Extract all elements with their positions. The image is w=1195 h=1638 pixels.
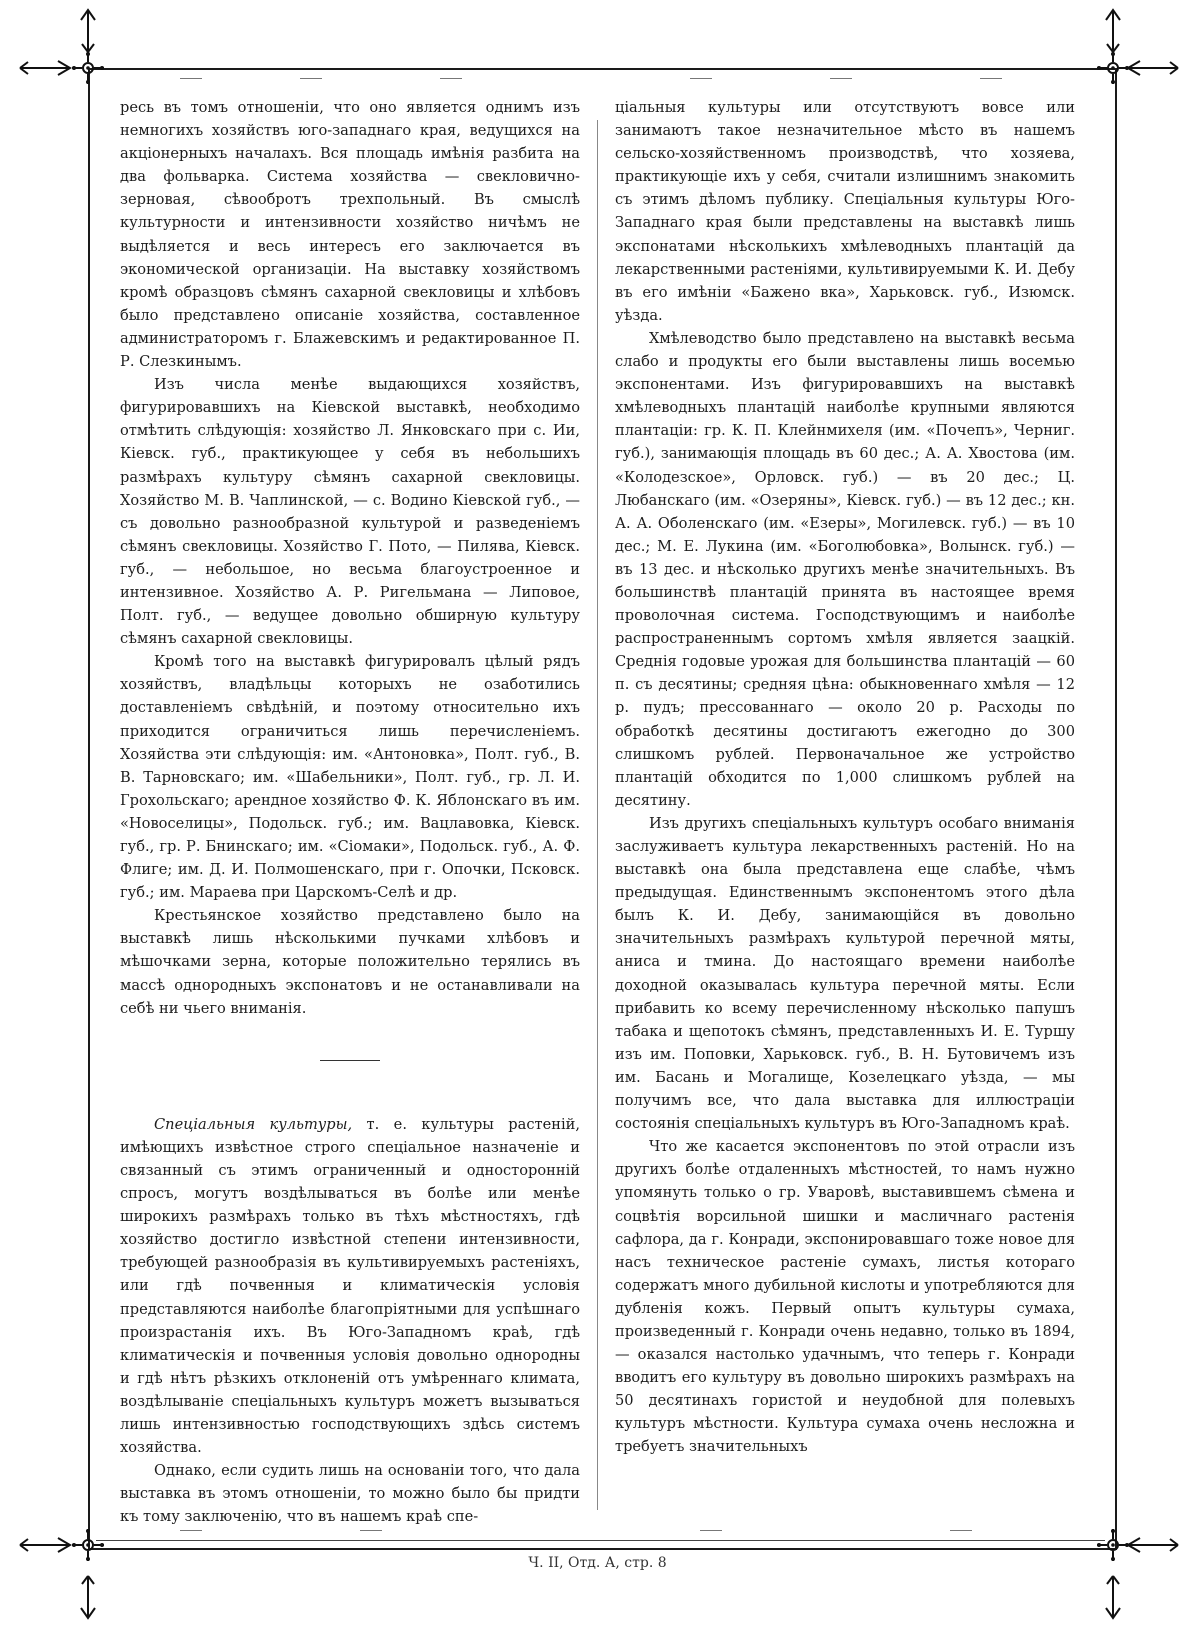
margin-tick (180, 1530, 202, 1531)
left-column (120, 96, 580, 1528)
paragraph: Изъ другихъ спеціальныхъ культуръ особаго вниманія заслуживаетъ культура лекарственныхъ растеній. Но на выставкѣ она была представлена еще слабѣе, чѣмъ предыдущая. Единственнымъ экспонентомъ этого дѣла былъ К. И. Дебу, занимающійся въ довольно значительныхъ размѣрахъ культурой перечной мяты, аниса и тмина. До настоящаго времени наиболѣе доходной оказывалась культура перечной мяты. Если прибавить ко всему перечисленному нѣсколько папушъ табака и щепотокъ сѣмянъ, представленныхъ И. Е. Туршу изъ им. Поповки, Харьковск. губ., В. Н. Бутовичемъ изъ им. Басань и Могалище, Козелецкаго уѣзда, — мы получимъ все, что дала выставка для иллюстраціи состоянія спеціальныхъ культуръ въ Юго-Западномъ краѣ. (615, 814, 1075, 1133)
margin-tick (300, 78, 322, 79)
margin-tick (440, 78, 462, 79)
margin-tick (180, 78, 202, 79)
arrow-flourish-icon (18, 1535, 78, 1555)
paragraph: Изъ числа менѣе выдающихся хозяйствъ, фигурировавшихъ на Кіевской выставкѣ, необходимо отмѣтить слѣдующія: хозяйство Л. Янковскаго при с. Ии, Кіевск. губ., практикующее у себя въ небольшихъ размѣрахъ культуру сѣмянъ сахарной свекловицы. Хозяйство М. В. Чаплинской, — с. Водино Кіевской губ., — съ довольно разнообразной культурой и разведеніемъ сѣмянъ свекловицы. Хозяйство Г. Пото, — Пилява, Кіевск. губ., — небольшое, но весьма благоустроенное и интензивное. Хозяйство А. Р. Ригельмана — Липовое, Полт. губ., — ведущее довольно обширную культуру сѣмянъ сахарной свекловицы. (120, 376, 580, 648)
paragraph: ціальныя культуры или отсутствуютъ вовсе или занимаютъ такое незначительное мѣсто въ нашемъ сельско-хозяйственномъ производствѣ, что хозяева, практикующіе ихъ у себя, считали излишнимъ знакомить съ этимъ дѣломъ публику. Спеціальныя культуры Юго-Западнаго края были представлены на выставкѣ лишь экспонатами нѣсколькихъ хмѣлеводныхъ плантацій да лекарственными растеніями, культивируемыми К. И. Дебу въ его имѣніи «Бажено вка», Харьковск. губ., Изюмск. уѣзда. (615, 99, 1075, 324)
paragraph: Хмѣлеводство было представлено на выставкѣ весьма слабо и продукты его были выставлены лишь восемью экспонентами. Изъ фигурировавшихъ на выставкѣ хмѣлеводныхъ плантацій наиболѣе крупными являются плантаціи: гр. К. П. Клейнмихеля (им. «Почепъ», Черниг. губ.), занимающія площадь въ 60 дес.; А. А. Хвостова (им. «Колодезское», Орловск. губ.) — въ 20 дес.; Ц. Любанскаго (им. «Озеряны», Кіевск. губ.) — въ 12 дес.; кн. А. А. Оболенскаго (им. «Езеры», Могилевск. губ.) — въ 10 дес.; М. Е. Лукина (им. «Боголюбовка», Волынск. губ.) — въ 13 дес. и нѣсколько другихъ менѣе значительныхъ. Въ большинствѣ плантацій принята въ настоящее время проволочная система. Господствующимъ и наиболѣе распространеннымъ сортомъ хмѣля является заацкій. Среднія годовые урожая для большинства плантацій — 60 п. съ десятины; средняя цѣна: обыкновеннаго хмѣля — 12 р. пудъ; прессованнаго — около 20 р. Расходы по обработкѣ десятины достигаютъ ежегодно до 300 слишкомъ рублей. Первоначальное же устройство плантацій обходится по 1,000 слишкомъ рублей на десятину. (615, 329, 1075, 809)
arrow-flourish-icon (78, 1570, 98, 1620)
arrow-flourish-icon (78, 8, 98, 58)
paragraph: Крестьянское хозяйство представлено было на выставкѣ лишь нѣсколькими пучками хлѣбовъ и мѣшочками зерна, которые положительно терялись въ массѣ однородныхъ экспонатовъ и не останавливали на себѣ ни чьего вниманія. (120, 907, 580, 1017)
paragraph: ресь въ томъ отношеніи, что оно является однимъ изъ немногихъ хозяйствъ юго-западнаго края, ведущихся на акціонерныхъ началахъ. Вся площадь имѣнія разбита на два фольварка. Система хозяйства — свекловично-зерновая, сѣвообротъ трехпольный. Въ смыслѣ культурности и интензивности хозяйство ничѣмъ не выдѣляется и весь интересъ его заключается въ экономической организаціи. На выставку хозяйствомъ кромѣ образцовъ сѣмянъ сахарной свекловицы и хлѣбовъ было представлено описаніе хозяйства, составленное администраторомъ г. Блажевскимъ и редактированное П. Р. Слезкинымъ. (120, 99, 580, 371)
paragraph: Кромѣ того на выставкѣ фигурировалъ цѣлый рядъ хозяйствъ, владѣльцы которыхъ не озаботились доставленіемъ свѣдѣній, и поэтому относительно ихъ приходится ограничиться лишь перечисленіемъ. Хозяйства эти слѣдующія: им. «Антоновка», Полт. губ., В. В. Тарновскаго; им. «Шабельники», Полт. губ., гр. Л. И. Грохольскаго; арендное хозяйство Ф. К. Яблонскаго въ им. «Новоселицы», Подольск. губ.; им. Вацлавовка, Кіевск. губ., гр. Р. Бнинскаго; им. «Сіомаки», Подольск. губ., А. Ф. Флиге; им. Д. И. Полмошенскаго, при г. Опочки, Псковск. губ.; им. Мараева при Царскомъ-Селѣ и др. (120, 653, 580, 902)
paragraph-text: т. е. культуры растеній, имѣющихъ извѣстное строго спеціальное назначеніе и связанный съ этимъ ограниченный и односторонній спросъ, могутъ воздѣлываться въ болѣе или менѣе широкихъ размѣрахъ только въ тѣхъ мѣстностяхъ, гдѣ хозяйство достигло извѣстной степени интензивности, требующей разнообразія въ культивируемыхъ растеніяхъ, или гдѣ почвенныя и климатическія условія представляются наиболѣе благопріятными для успѣшнаго произрастанія ихъ. Въ Юго-Западномъ краѣ, гдѣ климатическія и почвенныя условія довольно однородны и гдѣ нѣтъ рѣзкихъ отклоненій отъ умѣреннаго климата, воздѣлываніе спеціальныхъ культуръ можетъ вызываться лишь интензивностью господствующихъ здѣсь системъ хозяйства. (120, 1115, 580, 1457)
paragraph: Однако, если судить лишь на основаніи того, что дала выставка въ этомъ отношеніи, то можно было бы придти къ тому заключенію, что въ нашемъ краѣ спе- (120, 1462, 580, 1526)
margin-tick (700, 1530, 722, 1531)
arrow-flourish-icon (18, 58, 78, 78)
arrow-flourish-icon (1120, 58, 1180, 78)
arrow-flourish-icon (1103, 1570, 1123, 1620)
column-divider (597, 120, 598, 1510)
arrow-flourish-icon (1103, 8, 1123, 58)
right-column (615, 96, 1075, 1459)
margin-tick (690, 78, 712, 79)
paragraph: Что же касается экспонентовъ по этой отрасли изъ другихъ болѣе отдаленныхъ мѣстностей, то намъ нужно упомянуть только о гр. Уваровѣ, выставившемъ сѣмена и соцвѣтія ворсильной шишки и масличнаго растенія сафлора, да г. Конради, экспонировавшаго тоже новое для насъ техническое растеніе сумахъ, листья котораго содержатъ много дубильной кислоты и употребляются для дубленія кожъ. Первый опытъ культуры сумаха, произведенный г. Конради очень недавно, только въ 1894, — оказался настолько удачнымъ, что теперь г. Конради вводитъ его культуру въ довольно широкихъ размѣрахъ на 50 десятинахъ гористой и неудобной для полевыхъ культуръ мѣстности. Культура сумаха очень несложна и требуетъ значительныхъ (615, 1138, 1075, 1456)
margin-tick (830, 78, 852, 79)
margin-tick (360, 1530, 382, 1531)
margin-tick (950, 1530, 972, 1531)
section-heading-italic: Спеціальныя культуры, (154, 1115, 353, 1133)
section-separator (320, 1060, 380, 1061)
page-footer: Ч. II, Отд. А, стр. 8 (528, 1555, 667, 1571)
bottom-border-rule (96, 1540, 1105, 1541)
arrow-flourish-icon (1120, 1535, 1180, 1555)
special-cultures-paragraph (120, 1113, 580, 1459)
margin-tick (980, 78, 1002, 79)
